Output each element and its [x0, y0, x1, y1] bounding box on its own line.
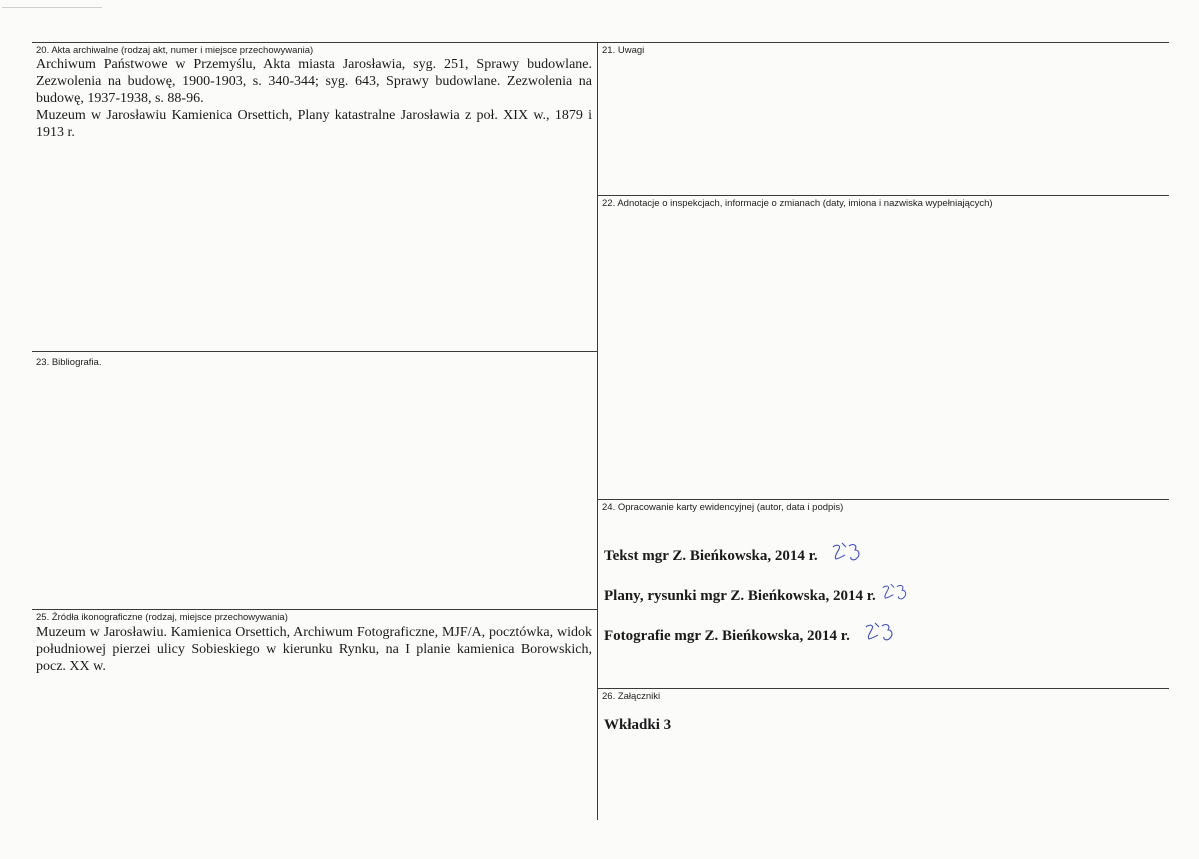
top-rule: [32, 42, 1169, 43]
handwritten-signature-icon: [864, 621, 898, 643]
author-line-text-label: Tekst mgr Z. Bieńkowska, 2014 r.: [604, 548, 818, 564]
section-20-paragraph-1: Archiwum Państwowe w Przemyślu, Akta miasta Jarosławia, syg. 251, Sprawy budowlane. Zezwolenia na budowę, 1900-1903, s. 340-344; syg. 643, Sprawy budowlane. Zezwolenia na budowę, 1937-1938, s. 88-96.: [36, 57, 592, 106]
rule-23-25: [32, 609, 597, 610]
attachments-value: Wkładki 3: [604, 717, 672, 733]
author-line-photos-label: Fotografie mgr Z. Bieńkowska, 2014 r.: [604, 628, 850, 644]
section-25-label: 25. Źródła ikonograficzne (rodzaj, miejsce przechowywania): [36, 612, 288, 623]
scan-artifact: [2, 7, 102, 8]
author-line-plans-label: Plany, rysunki mgr Z. Bieńkowska, 2014 r.: [604, 588, 876, 604]
section-25-text: Muzeum w Jarosławiu. Kamienica Orsettich, Archiwum Fotograficzne, MJF/A, pocztówka, widok południowej pierzei ulicy Sobieskiego w kierunku Rynku, na I planie kamienica Borowskich, pocz. XX w.: [36, 625, 592, 674]
rule-22-24: [597, 499, 1169, 500]
author-line-photos: [604, 621, 898, 645]
section-24-label: 24. Opracowanie karty ewidencyjnej (autor, data i podpis): [602, 502, 844, 513]
section-23-label: 23. Bibliografia.: [36, 357, 102, 368]
rule-24-26: [597, 688, 1169, 689]
section-26-label: 26. Załączniki: [602, 691, 661, 702]
author-line-text: [604, 541, 865, 565]
section-21-label: 21. Uwagi: [602, 45, 645, 56]
section-20-text: [36, 56, 592, 141]
section-22-label: 22. Adnotacje o inspekcjach, informacje o zmianach (daty, imiona i nazwiska wypełniających): [602, 198, 993, 209]
author-line-plans: [604, 581, 911, 605]
handwritten-signature-icon: [831, 541, 865, 563]
section-20-paragraph-2: Muzeum w Jarosławiu Kamienica Orsettich, Plany katastralne Jarosławia z poł. XIX w., 1879 i 1913 r.: [36, 108, 592, 140]
section-20-label: 20. Akta archiwalne (rodzaj akt, numer i miejsce przechowywania): [36, 45, 314, 56]
handwritten-signature-icon: [881, 581, 911, 603]
rule-21-22: [597, 195, 1169, 196]
center-divider: [597, 42, 598, 820]
rule-20-23: [32, 351, 597, 352]
